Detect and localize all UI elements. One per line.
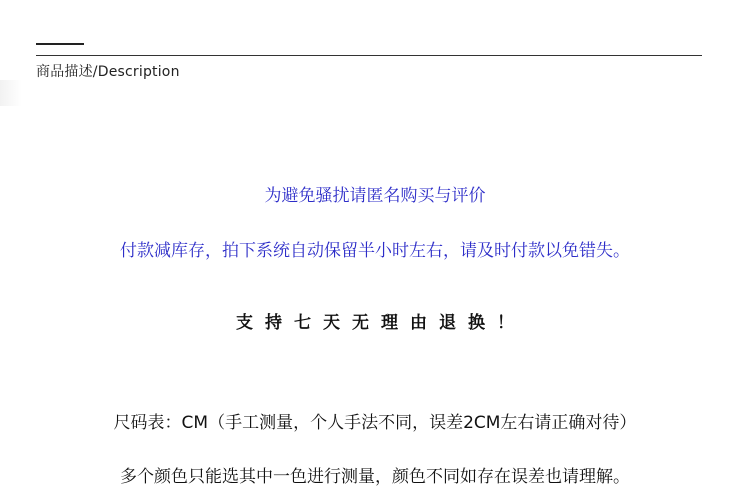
color-measurement-note: 多个颜色只能选其中一色进行测量，颜色不同如存在误差也请理解。 xyxy=(120,467,630,487)
header-divider xyxy=(36,55,702,56)
payment-reminder-notice: 付款减库存，拍下系统自动保留半小时左右，请及时付款以免错失。 xyxy=(120,241,630,261)
size-chart-note: 尺码表：CM（手工测量，个人手法不同，误差2CM左右请正确对待） xyxy=(113,413,637,433)
anonymous-purchase-notice: 为避免骚扰请匿名购买与评价 xyxy=(264,186,486,206)
return-policy-notice: 支持七天无理由退换！ xyxy=(236,313,526,333)
header-accent-rule xyxy=(36,43,84,45)
section-title: 商品描述/Description xyxy=(36,64,180,80)
left-edge-shade xyxy=(0,80,22,106)
